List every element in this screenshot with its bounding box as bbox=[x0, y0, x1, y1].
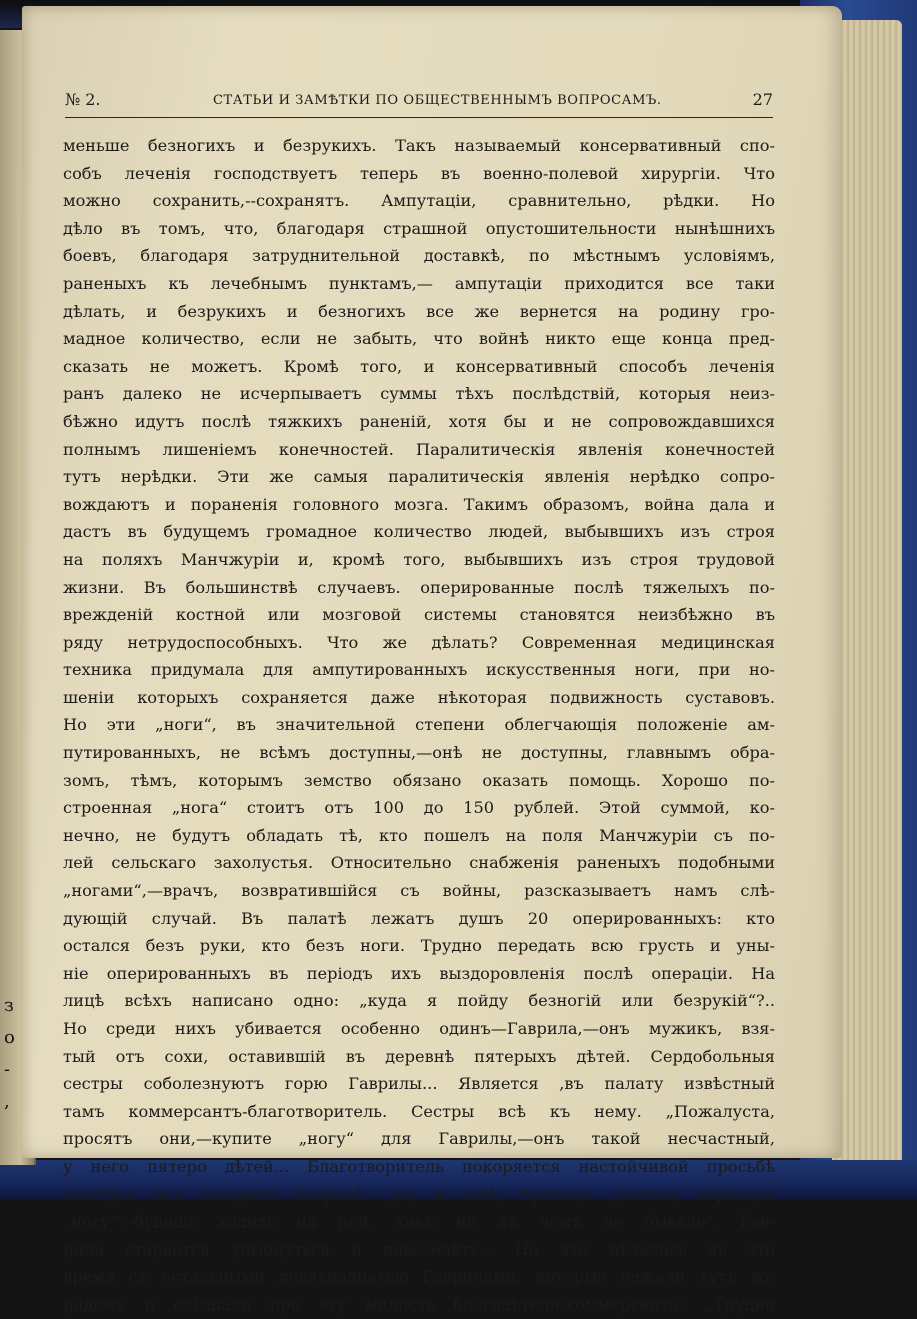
previous-page-marks bbox=[4, 990, 24, 1118]
text-line: меньше безногихъ и безрукихъ. Такъ называемый консервативный спо- bbox=[63, 136, 775, 155]
text-line: раненыхъ къ лечебнымъ пунктамъ,— ампутаціи приходится все таки bbox=[63, 273, 775, 293]
text-line: жизни. Въ большинствѣ случаевъ. оперированные послѣ тяжелыхъ по- bbox=[63, 577, 775, 597]
text-line: тутъ нерѣдки. Эти же самыя паралитическія явленія нерѣдко сопро- bbox=[63, 467, 775, 487]
text-line: мадное количество, если не забыть, что войнѣ никто еще конца пред- bbox=[63, 329, 775, 349]
issue-number: № 2. bbox=[65, 90, 101, 109]
text-line: ранъ далеко не исчерпываетъ суммы тѣхъ послѣдствій, которыя неиз- bbox=[63, 384, 775, 404]
text-line: Но эти „ноги“, въ значительной степени облегчающія положеніе ам- bbox=[63, 715, 775, 735]
text-line: строенная „нога“ стоитъ отъ 100 до 150 рублей. Этой суммой, ко- bbox=[63, 798, 775, 818]
page-number: 27 bbox=[752, 90, 773, 109]
text-line: путированныхъ, не всѣмъ доступны,—онѣ не доступны, главнымъ обра- bbox=[63, 743, 775, 763]
text-line: полнымъ лишеніемъ конечностей. Паралитическія явленія конечностей bbox=[63, 439, 775, 459]
text-line: „ногу“,--будешь ходить на ней, какъ ни въ чемъ не бывало“. Гав- bbox=[63, 1212, 775, 1232]
text-line: лей сельскаго захолустья. Относительно снабженія раненыхъ подобными bbox=[63, 853, 775, 873]
text-line: бѣжно идутъ послѣ тяжкихъ раненій, хотя бы и не сопровождавшихся bbox=[63, 411, 775, 431]
text-line: дѣлать, и безрукихъ и безногихъ все же вернется на родину гро- bbox=[63, 301, 775, 321]
text-line: рила старается улыбнуться и повеселѣть... Но что дѣлалось въ это bbox=[63, 1239, 775, 1259]
text-line: боевъ, благодаря затруднительной доставкѣ, по мѣстнымъ условіямъ, bbox=[63, 246, 775, 266]
book-page bbox=[22, 6, 842, 1314]
text-line: нечно, не будутъ обладать тѣ, кто пошелъ на поля Манчжуріи съ по- bbox=[63, 825, 775, 845]
text-line: остался безъ руки, кто безъ ноги. Трудно передать всю грусть и уны- bbox=[63, 936, 775, 956]
text-line: тамъ коммерсантъ-благотворитель. Сестры всѣ къ нему. „Пожалуста, bbox=[63, 1101, 775, 1121]
text-line: просятъ они,—купите „ногу“ для Гаврилы,—онъ такой несчастный, bbox=[63, 1129, 775, 1149]
text-line: вождаютъ и пораненія головного мозга. Такимъ образомъ, война дала и bbox=[63, 494, 775, 514]
text-line: „ногами“,—врачъ, возвратившійся съ войны, разсказываетъ намъ слѣ- bbox=[63, 881, 775, 901]
page-stack-edge bbox=[832, 20, 902, 1170]
text-line: сестеръ: онъ говоритъ Гаврилѣ: „ну я тебѣ, братецъ, достану хорошую bbox=[63, 1184, 775, 1204]
text-line: собъ леченія господствуетъ теперь въ военно-полевой хирургіи. Что bbox=[63, 163, 775, 183]
text-line: время съ остальными девятнадцатью Гаврилами, которые лежали тутъ же bbox=[63, 1267, 775, 1287]
section-title: СТАТЬИ И ЗАМѢТКИ ПО ОБЩЕСТВЕННЫМЪ ВОПРОСАМЪ. bbox=[213, 93, 662, 108]
text-line: на поляхъ Манчжуріи и, кромѣ того, выбывшихъ изъ строя трудовой bbox=[63, 549, 775, 569]
prev-mark: - bbox=[4, 1059, 11, 1080]
body-text bbox=[63, 132, 775, 1319]
prev-mark: з bbox=[4, 995, 14, 1016]
prev-mark: о bbox=[4, 1027, 15, 1048]
text-line: дѣло въ томъ, что, благодаря страшной опустошительности нынѣшнихъ bbox=[63, 218, 775, 238]
prev-mark: , bbox=[4, 1091, 10, 1112]
running-header bbox=[65, 86, 773, 118]
text-line: рядомъ и слышали про эту милость благодѣтеля-коммерсанта? „Трудно bbox=[63, 1294, 775, 1314]
text-line: дастъ въ будущемъ громадное количество людей, выбывшихъ изъ строя bbox=[63, 522, 775, 542]
text-line: лицѣ всѣхъ написано одно: „куда я пойду безногій или безрукій“?.. bbox=[63, 991, 775, 1011]
text-line: зомъ, тѣмъ, которымъ земство обязано оказать помощь. Хорошо по- bbox=[63, 770, 775, 790]
text-line: сказать не можетъ. Кромѣ того, и консервативный способъ леченія bbox=[63, 356, 775, 376]
text-line: дующій случай. Въ палатѣ лежатъ душъ 20 оперированныхъ: кто bbox=[63, 908, 775, 928]
text-line: техника придумала для ампутированныхъ искусственныя ноги, при но- bbox=[63, 660, 775, 680]
text-line: у него пятеро дѣтей... Благотворитель покоряется настойчивой просьбѣ bbox=[63, 1156, 775, 1176]
text-line: сестры соболезнуютъ горю Гаврилы... Является ,въ палату извѣстный bbox=[63, 1074, 775, 1094]
text-line: шеніи которыхъ сохраняется даже нѣкоторая подвижность суставовъ. bbox=[63, 687, 775, 707]
text-line: врежденій костной или мозговой системы становятся неизбѣжно въ bbox=[63, 605, 775, 625]
text-line: можно сохранить,--сохранятъ. Ампутаціи, сравнительно, рѣдки. Но bbox=[63, 191, 775, 211]
header-rule bbox=[65, 117, 773, 118]
text-line: ніе оперированныхъ въ періодъ ихъ выздоровленія послѣ операціи. На bbox=[63, 963, 775, 983]
text-line: ряду нетрудоспособныхъ. Что же дѣлать? Современная медицинская bbox=[63, 632, 775, 652]
text-line: Но среди нихъ убивается особенно одинъ—Гаврила,—онъ мужикъ, взя- bbox=[63, 1019, 775, 1038]
text-line: тый отъ сохи, оставившій въ деревнѣ пятерыхъ дѣтей. Сердобольныя bbox=[63, 1046, 775, 1066]
